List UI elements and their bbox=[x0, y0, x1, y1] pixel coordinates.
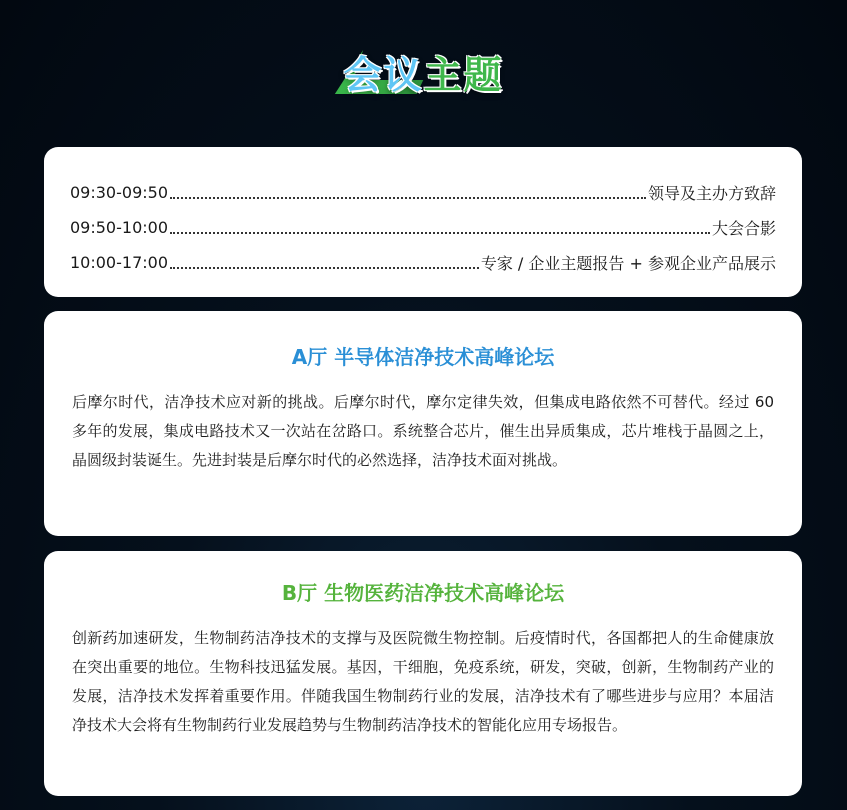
hall-a-heading: A厅 半导体洁净技术高峰论坛 bbox=[291, 345, 555, 369]
hall-a-card bbox=[44, 311, 802, 536]
schedule-time: 09:30-09:50 bbox=[70, 183, 168, 202]
hall-b-heading: B厅 生物医药洁净技术高峰论坛 bbox=[281, 581, 565, 605]
schedule-row bbox=[70, 245, 776, 280]
schedule-card bbox=[44, 147, 802, 297]
title-part-2: 主题 bbox=[423, 53, 504, 97]
schedule-row bbox=[70, 210, 776, 245]
schedule-event: 领导及主办方致辞 bbox=[647, 184, 776, 203]
hall-b-description: 创新药加速研发，生物制药洁净技术的支撑与及医院微生物控制。后疫情时代，各国都把人的生命健康放在突出重要的地位。生物科技迅猛发展。基因，干细胞，免疫系统，研发，突破，创新，生物制药产业的发展，洁净技术发挥着重要作用。伴随我国生物制药行业的发展，洁净技术有了哪些进步与应用？本届洁净技术大会将有生物制药行业发展趋势与生物制药洁净技术的智能化应用专场报告。 bbox=[72, 629, 774, 734]
schedule-event: 大会合影 bbox=[711, 219, 776, 238]
dot-leader bbox=[170, 253, 479, 269]
page-title bbox=[0, 44, 847, 99]
dot-leader bbox=[170, 218, 710, 234]
title-part-1: 会议 bbox=[343, 53, 424, 97]
schedule-time: 09:50-10:00 bbox=[70, 218, 168, 237]
hall-b-card bbox=[44, 551, 802, 796]
dot-leader bbox=[170, 183, 646, 199]
schedule-event: 专家 / 企业主题报告 + 参观企业产品展示 bbox=[480, 254, 776, 273]
schedule-time: 10:00-17:00 bbox=[70, 253, 168, 272]
schedule-row bbox=[70, 175, 776, 210]
hall-a-description: 后摩尔时代，洁净技术应对新的挑战。后摩尔时代，摩尔定律失效，但集成电路依然不可替代。经过 60 多年的发展，集成电路技术又一次站在岔路口。系统整合芯片，催生出异质集成，芯片堆栈于晶圆之上，晶圆级封装诞生。先进封装是后摩尔时代的必然选择，洁净技术面对挑战。 bbox=[72, 393, 774, 469]
